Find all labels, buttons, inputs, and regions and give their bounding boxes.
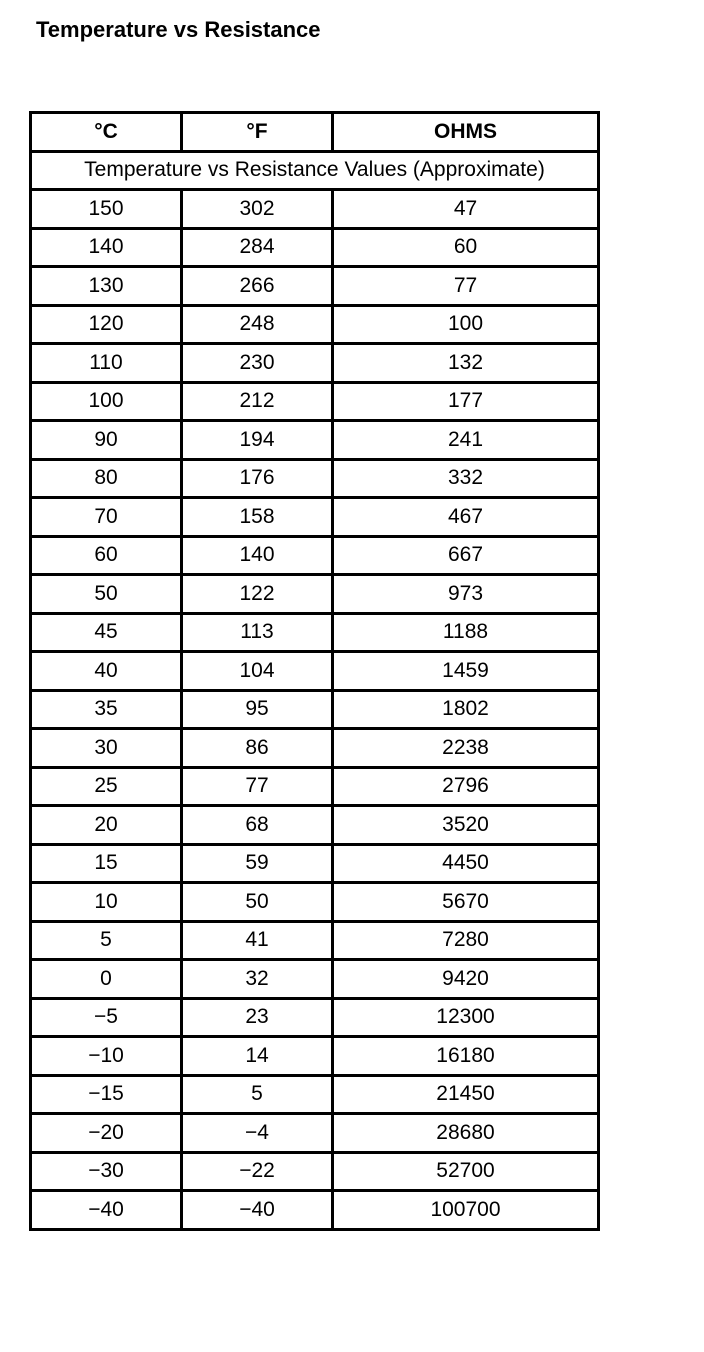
table-row — [31, 1152, 599, 1191]
cell-ohms: 9420 — [333, 960, 599, 999]
cell-fahrenheit: 140 — [182, 536, 333, 575]
cell-ohms: 12300 — [333, 998, 599, 1037]
cell-celsius: 70 — [31, 498, 182, 537]
cell-fahrenheit: 41 — [182, 921, 333, 960]
cell-ohms: 241 — [333, 421, 599, 460]
cell-ohms: 100 — [333, 305, 599, 344]
cell-fahrenheit: 104 — [182, 652, 333, 691]
cell-ohms: 5670 — [333, 883, 599, 922]
cell-celsius: −30 — [31, 1152, 182, 1191]
table-row — [31, 883, 599, 922]
cell-ohms: 100700 — [333, 1191, 599, 1230]
cell-celsius: 25 — [31, 767, 182, 806]
cell-fahrenheit: 248 — [182, 305, 333, 344]
cell-fahrenheit: −4 — [182, 1114, 333, 1153]
cell-fahrenheit: −22 — [182, 1152, 333, 1191]
cell-fahrenheit: 86 — [182, 729, 333, 768]
cell-fahrenheit: 113 — [182, 613, 333, 652]
cell-fahrenheit: 95 — [182, 690, 333, 729]
cell-celsius: 50 — [31, 575, 182, 614]
table-body — [31, 151, 599, 1229]
cell-ohms: 16180 — [333, 1037, 599, 1076]
table-subtitle-row — [31, 151, 599, 190]
cell-fahrenheit: 266 — [182, 267, 333, 306]
cell-fahrenheit: 158 — [182, 498, 333, 537]
cell-ohms: 52700 — [333, 1152, 599, 1191]
cell-fahrenheit: 302 — [182, 190, 333, 229]
table-row — [31, 421, 599, 460]
cell-fahrenheit: 59 — [182, 844, 333, 883]
header-fahrenheit: °F — [182, 113, 333, 152]
cell-celsius: 110 — [31, 344, 182, 383]
cell-celsius: 120 — [31, 305, 182, 344]
cell-celsius: 60 — [31, 536, 182, 575]
cell-celsius: 100 — [31, 382, 182, 421]
table-row — [31, 459, 599, 498]
cell-fahrenheit: 122 — [182, 575, 333, 614]
cell-celsius: 40 — [31, 652, 182, 691]
cell-celsius: −10 — [31, 1037, 182, 1076]
cell-fahrenheit: 50 — [182, 883, 333, 922]
cell-celsius: 15 — [31, 844, 182, 883]
cell-fahrenheit: −40 — [182, 1191, 333, 1230]
table-row — [31, 1114, 599, 1153]
cell-celsius: −20 — [31, 1114, 182, 1153]
table-row — [31, 382, 599, 421]
cell-fahrenheit: 284 — [182, 228, 333, 267]
cell-ohms: 2238 — [333, 729, 599, 768]
cell-celsius: −15 — [31, 1075, 182, 1114]
cell-ohms: 77 — [333, 267, 599, 306]
cell-celsius: 5 — [31, 921, 182, 960]
cell-celsius: 130 — [31, 267, 182, 306]
cell-celsius: 30 — [31, 729, 182, 768]
table-row — [31, 267, 599, 306]
table-row — [31, 498, 599, 537]
table-row — [31, 652, 599, 691]
cell-ohms: 177 — [333, 382, 599, 421]
cell-fahrenheit: 5 — [182, 1075, 333, 1114]
header-ohms: OHMS — [333, 113, 599, 152]
cell-celsius: 90 — [31, 421, 182, 460]
cell-celsius: 45 — [31, 613, 182, 652]
cell-ohms: 667 — [333, 536, 599, 575]
table-row — [31, 767, 599, 806]
cell-ohms: 4450 — [333, 844, 599, 883]
header-celsius: °C — [31, 113, 182, 152]
table-row — [31, 806, 599, 845]
table-row — [31, 998, 599, 1037]
cell-celsius: −5 — [31, 998, 182, 1037]
table-row — [31, 228, 599, 267]
cell-fahrenheit: 68 — [182, 806, 333, 845]
cell-fahrenheit: 194 — [182, 421, 333, 460]
table-row — [31, 305, 599, 344]
table-header-row — [31, 113, 599, 152]
cell-celsius: −40 — [31, 1191, 182, 1230]
temperature-resistance-table — [29, 111, 600, 1231]
table-row — [31, 690, 599, 729]
table-row — [31, 1191, 599, 1230]
cell-ohms: 132 — [333, 344, 599, 383]
cell-ohms: 973 — [333, 575, 599, 614]
cell-celsius: 35 — [31, 690, 182, 729]
cell-celsius: 0 — [31, 960, 182, 999]
table-row — [31, 960, 599, 999]
cell-ohms: 47 — [333, 190, 599, 229]
cell-celsius: 10 — [31, 883, 182, 922]
table-row — [31, 921, 599, 960]
cell-fahrenheit: 77 — [182, 767, 333, 806]
table-row — [31, 344, 599, 383]
table-row — [31, 613, 599, 652]
cell-ohms: 2796 — [333, 767, 599, 806]
table-row — [31, 1075, 599, 1114]
cell-fahrenheit: 230 — [182, 344, 333, 383]
cell-ohms: 1459 — [333, 652, 599, 691]
cell-ohms: 3520 — [333, 806, 599, 845]
table-row — [31, 844, 599, 883]
page-title: Temperature vs Resistance — [36, 17, 321, 42]
cell-celsius: 150 — [31, 190, 182, 229]
cell-ohms: 21450 — [333, 1075, 599, 1114]
cell-celsius: 140 — [31, 228, 182, 267]
table-row — [31, 575, 599, 614]
cell-fahrenheit: 176 — [182, 459, 333, 498]
table-row — [31, 536, 599, 575]
cell-celsius: 20 — [31, 806, 182, 845]
cell-ohms: 28680 — [333, 1114, 599, 1153]
cell-ohms: 332 — [333, 459, 599, 498]
table-row — [31, 729, 599, 768]
cell-ohms: 467 — [333, 498, 599, 537]
cell-fahrenheit: 32 — [182, 960, 333, 999]
table-subtitle: Temperature vs Resistance Values (Approximate) — [31, 151, 599, 190]
table-row — [31, 1037, 599, 1076]
cell-ohms: 1188 — [333, 613, 599, 652]
cell-celsius: 80 — [31, 459, 182, 498]
cell-fahrenheit: 14 — [182, 1037, 333, 1076]
cell-ohms: 60 — [333, 228, 599, 267]
table-row — [31, 190, 599, 229]
cell-fahrenheit: 212 — [182, 382, 333, 421]
cell-ohms: 1802 — [333, 690, 599, 729]
cell-fahrenheit: 23 — [182, 998, 333, 1037]
cell-ohms: 7280 — [333, 921, 599, 960]
